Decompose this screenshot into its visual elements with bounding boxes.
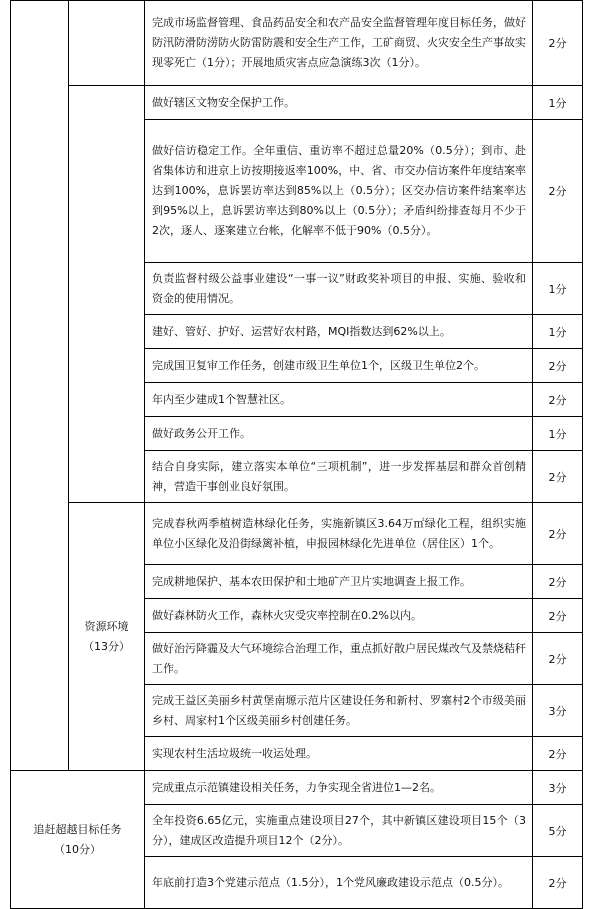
task-content: 实现农村生活垃圾统一收运处理。 (145, 737, 533, 771)
category-points: （10分） (54, 842, 101, 856)
blank-cell (69, 1, 145, 86)
task-score: 2分 (533, 451, 583, 503)
category-name: 追赶超越目标任务 (33, 822, 122, 836)
task-score: 1分 (533, 86, 583, 120)
task-content: 完成春秋两季植树造林绿化任务，实施新镇区3.64万㎡绿化工程，组织实施单位小区绿化及沿街绿篱补植，申报园林绿化先进单位（居住区）1个。 (145, 503, 533, 565)
task-content: 结合自身实际，建立落实本单位“三项机制”，进一步发挥基层和群众首创精神，营造干事创业良好氛围。 (145, 451, 533, 503)
task-score: 2分 (533, 857, 583, 909)
task-score: 3分 (533, 771, 583, 805)
task-content: 建好、管好、护好、运营好农村路，MQI指数达到62%以上。 (145, 315, 533, 349)
task-content: 全年投资6.65亿元，实施重点建设项目27个，其中新镇区建设项目15个（3分），建成区改造提升项目12个（2分）。 (145, 805, 533, 857)
task-content: 完成耕地保护、基本农田保护和土地矿产卫片实地调查上报工作。 (145, 565, 533, 599)
task-score: 1分 (533, 315, 583, 349)
task-content: 完成王益区美丽乡村黄堡南塬示范片区建设任务和新村、罗寨村2个市级美丽乡村、周家村1个区级美丽乡村创建任务。 (145, 685, 533, 737)
blank-cell (69, 86, 145, 503)
category-points: （13分） (83, 639, 130, 653)
category-name: 资源环境 (84, 619, 129, 633)
task-content: 做好信访稳定工作。全年重信、重访率不超过总量20%（0.5分）；到市、赴省集体访和进京上访按期接返率100%，中、省、市交办信访案件年度结案率达到100%，息诉罢访率达到85%以上（0.5分）；区交办信访案件结案率达到95%以上，息诉罢访率达到80%以上（0.5分）；矛盾纠纷排查每月不少于2次，逐人、逐案建立台帐，化解率不低于90%（0.5分）。 (145, 120, 533, 263)
task-content: 负责监督村级公益事业建设“一事一议”财政奖补项目的申报、实施、验收和资金的使用情况。 (145, 263, 533, 315)
category-chase-goals (11, 771, 145, 909)
task-score: 2分 (533, 565, 583, 599)
table-row (11, 1, 583, 86)
table-row (11, 771, 583, 805)
task-content: 做好森林防火工作，森林火灾受灾率控制在0.2%以内。 (145, 599, 533, 633)
task-content: 完成国卫复审工作任务，创建市级卫生单位1个，区级卫生单位2个。 (145, 349, 533, 383)
blank-cell (11, 1, 69, 771)
task-score: 2分 (533, 383, 583, 417)
task-content: 做好政务公开工作。 (145, 417, 533, 451)
task-score: 1分 (533, 263, 583, 315)
task-score: 5分 (533, 805, 583, 857)
task-score: 2分 (533, 599, 583, 633)
table-row (11, 86, 583, 120)
category-resource-env (69, 503, 145, 771)
task-content: 完成重点示范镇建设相关任务，力争实现全省进位1—2名。 (145, 771, 533, 805)
task-content: 年内至少建成1个智慧社区。 (145, 383, 533, 417)
task-score: 1分 (533, 417, 583, 451)
task-score: 2分 (533, 503, 583, 565)
task-score: 2分 (533, 737, 583, 771)
task-score: 2分 (533, 120, 583, 263)
task-score: 2分 (533, 349, 583, 383)
table-row (11, 503, 583, 565)
task-content: 做好治污降霾及大气环境综合治理工作，重点抓好散户居民煤改气及禁烧秸秆工作。 (145, 633, 533, 685)
task-content: 年底前打造3个党建示范点（1.5分），1个党风廉政建设示范点（0.5分）。 (145, 857, 533, 909)
assessment-table (10, 0, 583, 909)
task-score: 2分 (533, 633, 583, 685)
task-score: 2分 (533, 1, 583, 86)
task-content: 做好辖区文物安全保护工作。 (145, 86, 533, 120)
task-content: 完成市场监督管理、食品药品安全和农产品安全监督管理年度目标任务，做好防汛防滑防涝防火防雷防震和安全生产工作，工矿商贸、火灾安全生产事故实现零死亡（1分）；开展地质灾害点应急演练3次（1分）。 (145, 1, 533, 86)
task-score: 3分 (533, 685, 583, 737)
